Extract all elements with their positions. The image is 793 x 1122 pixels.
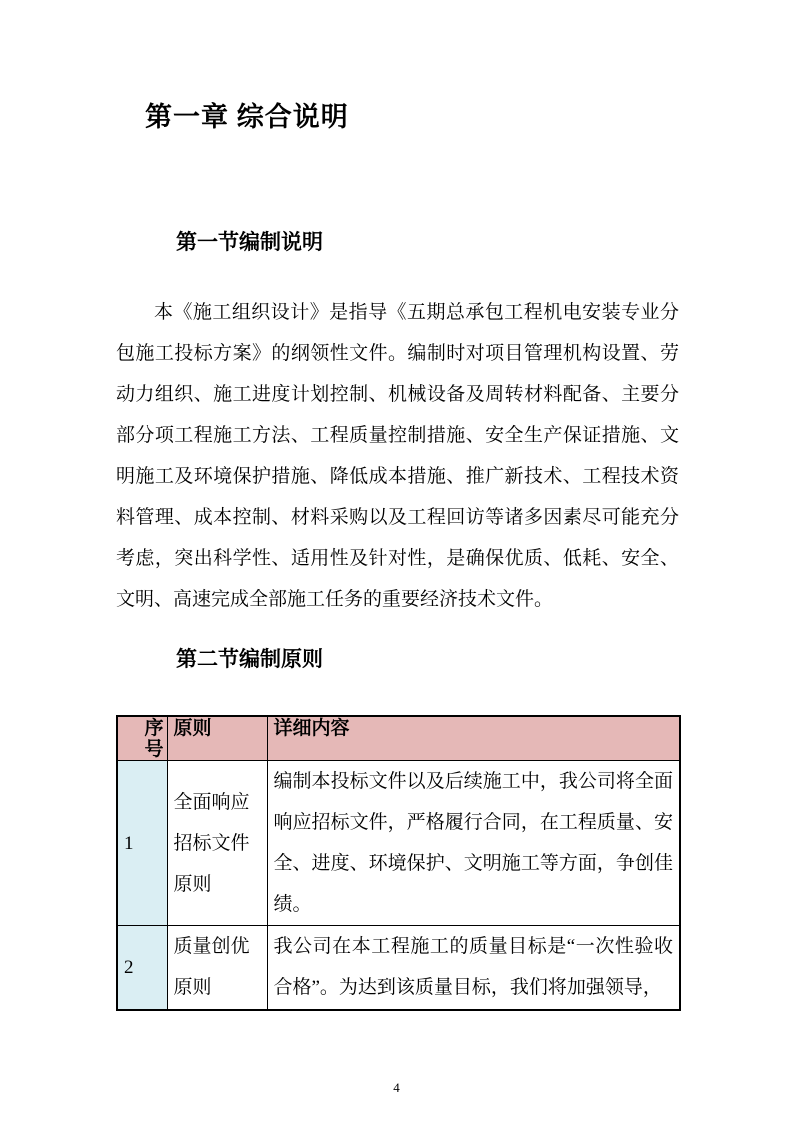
row-1-principle: 全面响应招标文件原则 (167, 761, 267, 926)
row-1-number: 1 (117, 761, 167, 926)
page-number: 4 (393, 1080, 400, 1095)
column-header-principle: 原则 (167, 716, 267, 761)
table-row (117, 761, 680, 926)
table-row (117, 926, 680, 1010)
row-2-detail: 我公司在本工程施工的质量目标是“一次性验收合格”。为达到该质量目标，我们将加强领导， (267, 926, 680, 1010)
row-2-principle: 质量创优原则 (167, 926, 267, 1010)
row-2-number: 2 (117, 926, 167, 1010)
chapter-title: 第一章 综合说明 (145, 102, 349, 132)
section-2-heading: 第二节编制原则 (176, 647, 323, 671)
section-1-paragraph: 本《施工组织设计》是指导《五期总承包工程机电安装专业分包施工投标方案》的纲领性文件。编制时对项目管理机构设置、劳动力组织、施工进度计划控制、机械设备及周转材料配备、主要分部分项工程施工方法、工程质量控制措施、安全生产保证措施、文明施工及环境保护措施、降低成本措施、推广新技术、工程技术资料管理、成本控制、材料采购以及工程回访等诸多因素尽可能充分考虑，突出科学性、适用性及针对性，是确保优质、低耗、安全、文明、高速完成全部施工任务的重要经济技术文件。 (116, 302, 679, 610)
row-1-detail: 编制本投标文件以及后续施工中，我公司将全面响应招标文件，严格履行合同，在工程质量、安全、进度、环境保护、文明施工等方面，争创佳绩。 (267, 761, 680, 926)
column-header-detail: 详细内容 (267, 716, 680, 761)
section-1-heading: 第一节编制说明 (176, 230, 323, 254)
table-header-row (117, 716, 680, 761)
column-header-no: 序号 (117, 716, 167, 761)
principles-table (116, 715, 681, 1011)
